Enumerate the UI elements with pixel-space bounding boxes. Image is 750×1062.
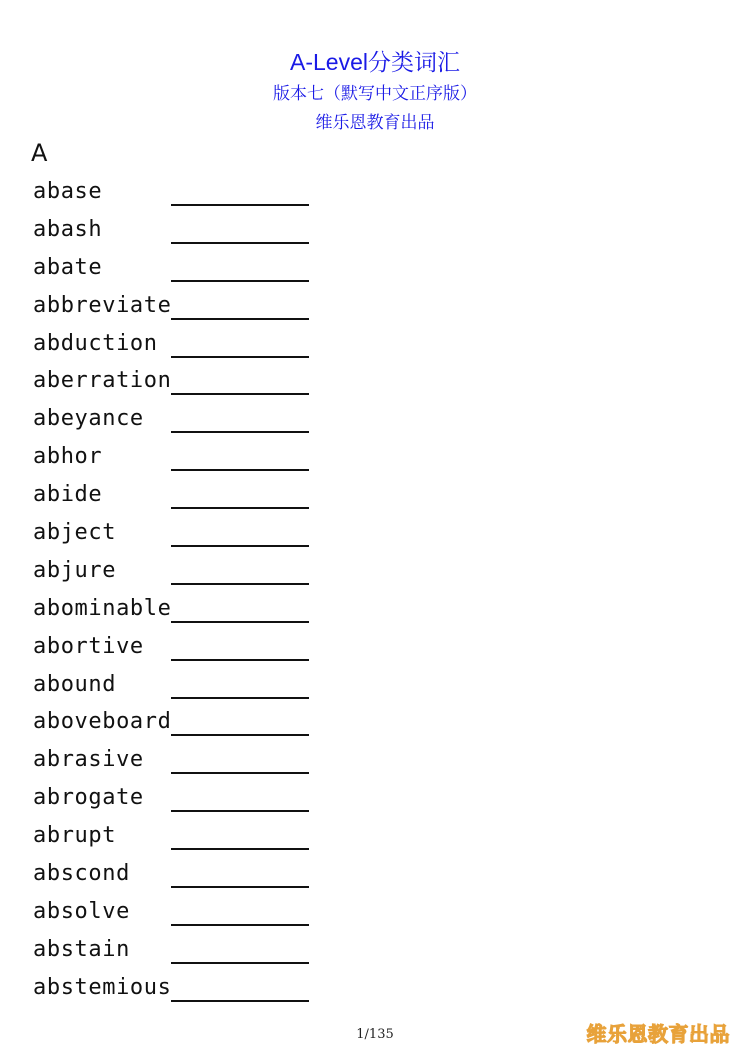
vocabulary-word: abominable bbox=[33, 595, 172, 621]
watermark-logo: 维乐恩教育出品 bbox=[586, 1022, 730, 1046]
word-row bbox=[33, 781, 333, 819]
word-row bbox=[33, 668, 333, 706]
document-subtitle: 版本七（默写中文正序版） bbox=[273, 84, 477, 104]
answer-blank-line bbox=[171, 962, 309, 964]
vocabulary-word: abeyance bbox=[33, 406, 144, 432]
answer-blank-line bbox=[171, 697, 309, 699]
answer-blank-line bbox=[171, 280, 309, 282]
vocabulary-word: abhor bbox=[33, 444, 103, 470]
vocabulary-word: abate bbox=[33, 254, 103, 280]
answer-blank-line bbox=[171, 734, 309, 736]
word-row bbox=[33, 251, 333, 289]
word-row bbox=[33, 516, 333, 554]
vocabulary-word: abound bbox=[33, 671, 117, 697]
word-row bbox=[33, 592, 333, 630]
section-letter: A bbox=[31, 139, 48, 167]
answer-blank-line bbox=[171, 204, 309, 206]
vocabulary-word: abscond bbox=[33, 861, 130, 887]
word-row bbox=[33, 857, 333, 895]
word-row bbox=[33, 971, 333, 1009]
vocabulary-word: abrasive bbox=[33, 747, 144, 773]
answer-blank-line bbox=[171, 810, 309, 812]
word-row bbox=[33, 364, 333, 402]
vocabulary-word: abjure bbox=[33, 557, 117, 583]
page-number: 1/135 bbox=[356, 1027, 394, 1042]
answer-blank-line bbox=[171, 393, 309, 395]
answer-blank-line bbox=[171, 1000, 309, 1002]
vocabulary-word: abash bbox=[33, 216, 103, 242]
word-row bbox=[33, 554, 333, 592]
vocabulary-word: abject bbox=[33, 520, 117, 546]
answer-blank-line bbox=[171, 924, 309, 926]
word-row bbox=[33, 327, 333, 365]
answer-blank-line bbox=[171, 356, 309, 358]
word-row bbox=[33, 213, 333, 251]
vocabulary-word: absolve bbox=[33, 898, 130, 924]
vocabulary-word: abase bbox=[33, 179, 103, 204]
answer-blank-line bbox=[171, 431, 309, 433]
word-row bbox=[33, 933, 333, 971]
word-row bbox=[33, 819, 333, 857]
vocabulary-word: abduction bbox=[33, 330, 158, 356]
word-list bbox=[33, 175, 333, 1009]
word-row bbox=[33, 402, 333, 440]
vocabulary-word: abide bbox=[33, 482, 103, 508]
answer-blank-line bbox=[171, 242, 309, 244]
word-row bbox=[33, 478, 333, 516]
word-row bbox=[33, 630, 333, 668]
answer-blank-line bbox=[171, 848, 309, 850]
word-row bbox=[33, 440, 333, 478]
word-row bbox=[33, 175, 333, 213]
answer-blank-line bbox=[171, 621, 309, 623]
vocabulary-word: aberration bbox=[33, 368, 172, 394]
answer-blank-line bbox=[171, 886, 309, 888]
vocabulary-word: abrogate bbox=[33, 785, 144, 811]
answer-blank-line bbox=[171, 659, 309, 661]
vocabulary-word: abstain bbox=[33, 936, 130, 962]
answer-blank-line bbox=[171, 318, 309, 320]
word-row bbox=[33, 705, 333, 743]
word-row bbox=[33, 895, 333, 933]
vocabulary-word: abortive bbox=[33, 633, 144, 659]
publisher-line: 维乐恩教育出品 bbox=[315, 113, 435, 133]
vocabulary-word: aboveboard bbox=[33, 709, 172, 735]
answer-blank-line bbox=[171, 545, 309, 547]
document-title: A-Level分类词汇 bbox=[290, 49, 460, 75]
answer-blank-line bbox=[171, 583, 309, 585]
answer-blank-line bbox=[171, 469, 309, 471]
word-row bbox=[33, 289, 333, 327]
vocabulary-word: abbreviate bbox=[33, 292, 172, 318]
answer-blank-line bbox=[171, 507, 309, 509]
vocabulary-word: abrupt bbox=[33, 823, 117, 849]
answer-blank-line bbox=[171, 772, 309, 774]
vocabulary-word: abstemious bbox=[33, 974, 172, 1000]
word-row bbox=[33, 743, 333, 781]
